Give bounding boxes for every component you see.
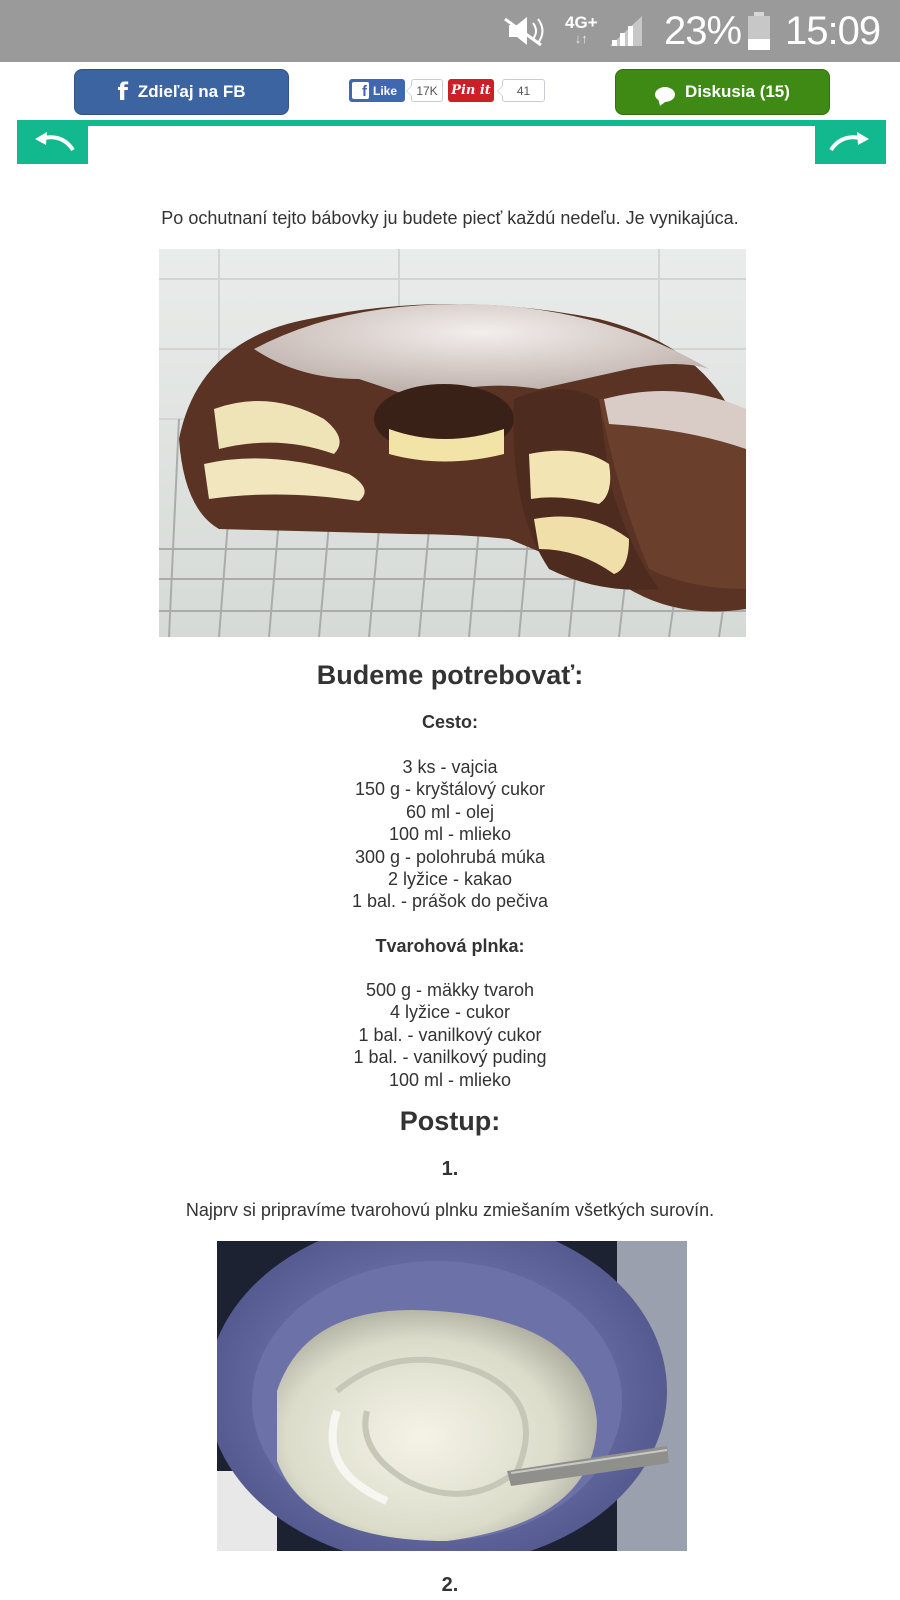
dough-heading: Cesto:	[421, 712, 478, 732]
list-item: 300 g - polohrubá múka	[354, 846, 546, 867]
filling-ingredient-list	[0, 979, 900, 1091]
fb-share-label: Zdieľaj na FB	[137, 82, 246, 101]
list-item: 500 g - mäkky tvaroh	[365, 980, 535, 1000]
list-item: 4 lyžice - cukor	[389, 1002, 511, 1023]
ingredients-heading: Budeme potrebovať:	[316, 660, 584, 690]
list-item: 100 ml - mlieko	[388, 1069, 512, 1090]
filling-heading: Tvarohová plnka:	[375, 936, 525, 956]
list-item: 2 lyžice - kakao	[387, 869, 513, 890]
step-number: 1.	[441, 1158, 459, 1180]
pinterest-button[interactable]: Pin it	[448, 79, 494, 102]
dough-ingredient-list	[0, 756, 900, 913]
fb-like-label: Like	[373, 83, 398, 98]
fb-share-button[interactable]	[74, 69, 289, 115]
curved-arrow-right-icon	[827, 130, 875, 154]
battery-icon	[746, 0, 772, 62]
discussion-button[interactable]	[615, 69, 830, 115]
next-article-button[interactable]	[815, 120, 886, 164]
battery-percent: 23%	[664, 8, 742, 53]
list-item: 1 bal. - vanilkový cukor	[358, 1024, 542, 1045]
status-bar	[0, 0, 900, 62]
list-item: 1 bal. - prášok do pečiva	[351, 891, 549, 912]
curved-arrow-left-icon	[29, 130, 77, 154]
fb-like-count: 17K	[411, 79, 443, 102]
list-item: 150 g - kryštálový cukor	[354, 779, 546, 800]
discussion-label: Diskusia (15)	[685, 82, 790, 101]
previous-article-button[interactable]	[17, 120, 88, 164]
pinterest-count: 41	[502, 79, 545, 102]
cream-filling-bowl-photo	[217, 1241, 687, 1551]
clock: 15:09	[785, 8, 881, 53]
network-type: 4G+	[565, 13, 598, 32]
article-intro: Po ochutnaní tejto bábovky ju budete piecť každú nedeľu. Je vynikajúca.	[161, 208, 739, 228]
nav-strip	[17, 120, 886, 126]
chat-bubble-icon	[655, 87, 675, 102]
share-bar	[0, 62, 900, 120]
list-item: 100 ml - mlieko	[388, 824, 512, 845]
facebook-icon: f	[352, 82, 369, 99]
list-item: 1 bal. - vanilkový puding	[353, 1047, 547, 1068]
list-item: 3 ks - vajcia	[402, 757, 498, 777]
step-text: Najprv si pripravíme tvarohovú plnku zmiešaním všetkých surovín.	[185, 1200, 715, 1220]
facebook-icon: f	[117, 78, 128, 106]
data-arrows-icon: ↓↑	[574, 31, 588, 46]
network-indicator	[565, 0, 598, 62]
mute-icon	[503, 0, 549, 62]
signal-icon	[608, 0, 646, 62]
bundt-cake-photo	[159, 249, 746, 637]
fb-like-button[interactable]	[349, 79, 405, 102]
list-item: 60 ml - olej	[405, 801, 495, 822]
step-number: 2.	[441, 1574, 459, 1596]
method-heading: Postup:	[399, 1106, 501, 1136]
